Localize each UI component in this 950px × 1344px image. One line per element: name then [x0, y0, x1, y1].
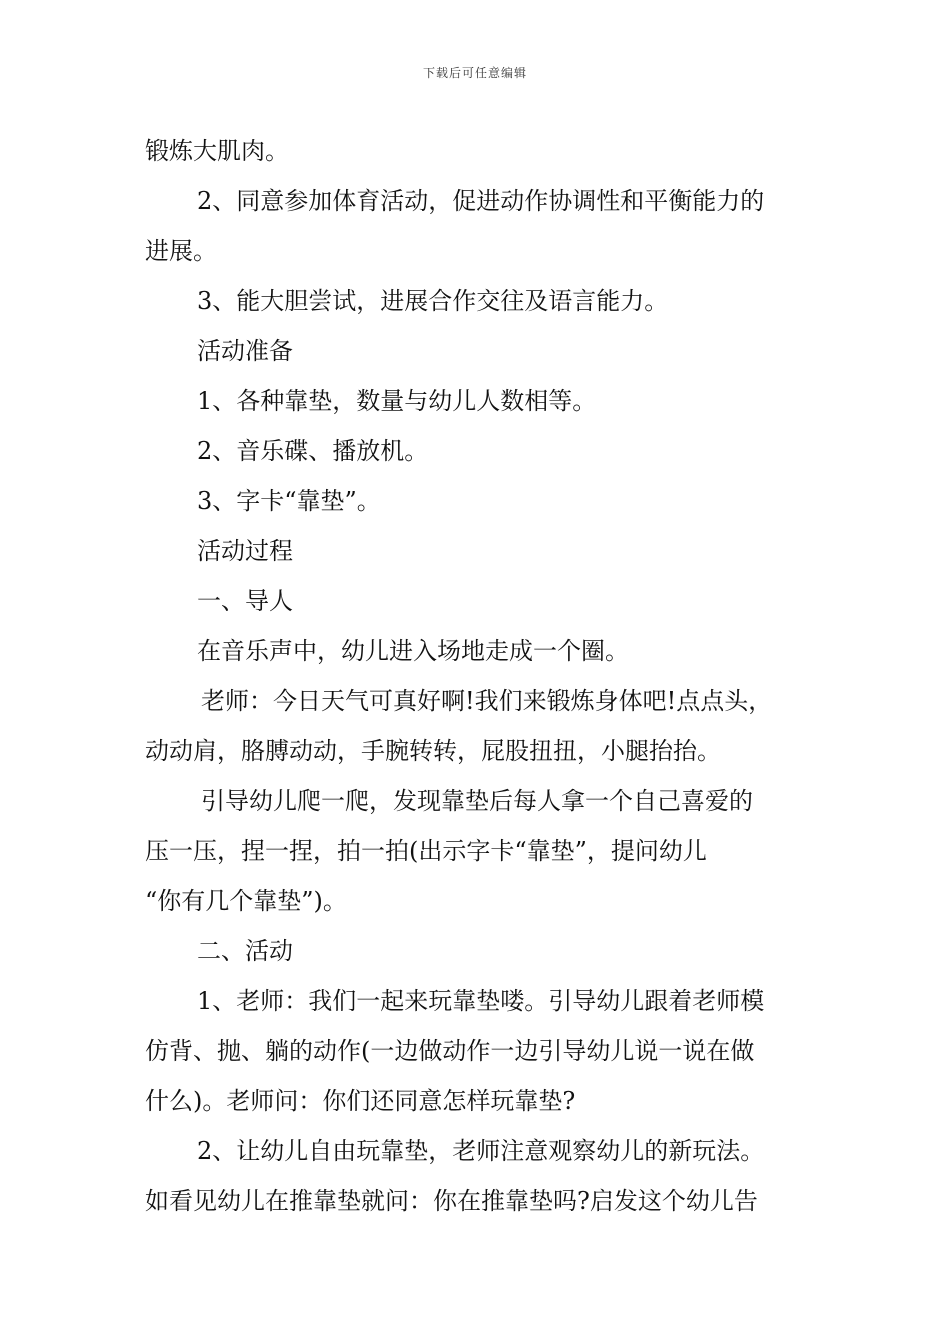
paragraph-line: 2、同意参加体育活动，促进动作协调性和平衡能力的: [197, 187, 765, 215]
paragraph-line: 1、老师：我们一起来玩靠垫喽。引导幼儿跟着老师模: [197, 987, 765, 1015]
paragraph-line: 进展。: [145, 237, 217, 265]
paragraph-line: 什么)。老师问：你们还同意怎样玩靠垫?: [145, 1087, 576, 1115]
paragraph-line: 如看见幼儿在推靠垫就问：你在推靠垫吗?启发这个幼儿告: [145, 1187, 758, 1215]
section-heading: 活动准备: [197, 337, 293, 365]
paragraph-line: 压一压，捏一捏，拍一拍(出示字卡“靠垫”，提问幼儿: [145, 837, 707, 865]
paragraph-line: 锻炼大肌肉。: [145, 137, 289, 165]
paragraph-line: 仿背、抛、躺的动作(一边做动作一边引导幼儿说一说在做: [145, 1037, 755, 1065]
page-header: 下载后可任意编辑: [422, 66, 527, 80]
paragraph-line: 3、字卡“靠垫”。: [197, 487, 381, 515]
paragraph-line: “你有几个靠垫”)。: [145, 887, 347, 915]
subsection-heading: 二、活动: [197, 937, 293, 965]
paragraph-line: 老师：今日天气可真好啊!我们来锻炼身体吧!点点头，: [201, 687, 773, 715]
paragraph-line: 3、能大胆尝试，进展合作交往及语言能力。: [197, 287, 669, 315]
paragraph-line: 引导幼儿爬一爬，发现靠垫后每人拿一个自己喜爱的: [201, 787, 753, 815]
paragraph-line: 2、音乐碟、播放机。: [197, 437, 429, 465]
section-heading: 活动过程: [197, 537, 293, 565]
paragraph-line: 动动肩，胳膊动动，手腕转转，屁股扭扭，小腿抬抬。: [145, 737, 721, 765]
paragraph-line: 1、各种靠垫，数量与幼儿人数相等。: [197, 387, 597, 415]
paragraph-line: 在音乐声中，幼儿进入场地走成一个圈。: [197, 637, 629, 665]
subsection-heading: 一、导人: [197, 587, 293, 615]
paragraph-line: 2、让幼儿自由玩靠垫，老师注意观察幼儿的新玩法。: [197, 1137, 765, 1165]
